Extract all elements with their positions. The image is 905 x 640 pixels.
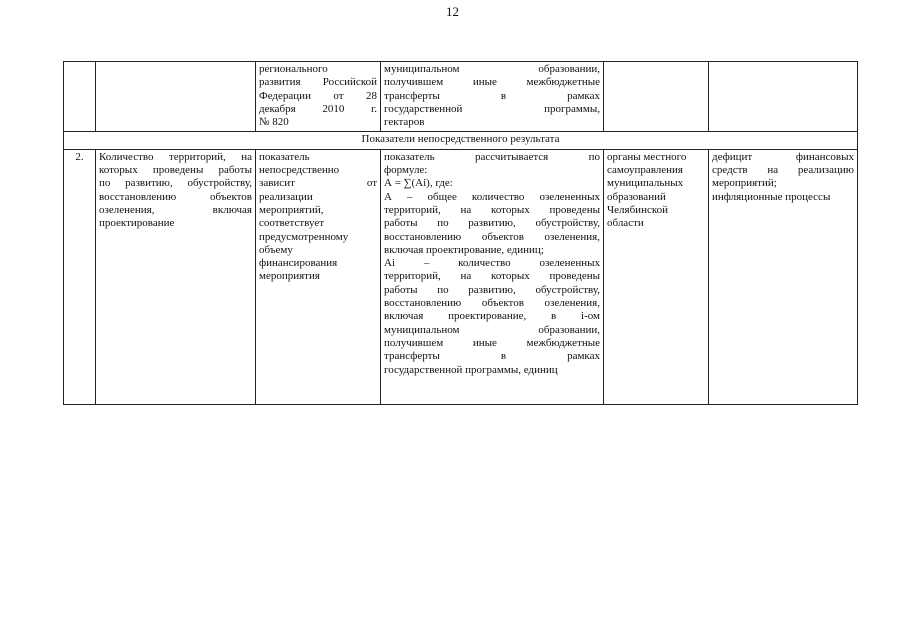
text-line: работы по развитию, обустройству, <box>384 283 600 296</box>
table-row-continued <box>64 62 858 132</box>
text-line: А – общее количество озелененных <box>384 190 600 203</box>
text-line: мероприятия <box>259 270 320 283</box>
text-line: инфляционные процессы <box>712 190 831 203</box>
text-line: финансирования <box>259 257 338 270</box>
text-line: включая проектирование, единиц; <box>384 243 544 256</box>
text-line: Количество территорий, на <box>99 150 252 163</box>
cell-method-continued <box>381 62 604 132</box>
cell-number-empty <box>64 62 96 132</box>
text-line: государственной программы, единиц <box>384 363 558 376</box>
text-line: органы местного <box>607 150 687 163</box>
text-line: восстановлению объектов <box>99 190 252 203</box>
cell-indicator-name <box>96 149 256 404</box>
text-line: по развитию, обустройству, <box>99 177 252 190</box>
cell-indicator-empty <box>96 62 256 132</box>
text-line: трансферты в рамках <box>384 350 600 363</box>
text-line: регионального <box>259 63 328 75</box>
cell-indicator-type <box>256 149 381 404</box>
text-line: Федерации от 28 <box>259 89 377 102</box>
text-line: территорий, на которых проведены <box>384 270 600 283</box>
section-header-row <box>64 132 858 149</box>
text-line: декабря 2010 г. <box>259 102 377 115</box>
table-row-indicator-2 <box>64 149 858 404</box>
text-line: которых проведены работы <box>99 164 252 177</box>
text-line: Челябинской <box>607 203 669 216</box>
text-line: показатель рассчитывается по <box>384 150 600 163</box>
text-line: восстановлению объектов озеленения, <box>384 230 600 243</box>
text-line: территорий, на которых проведены <box>384 203 600 216</box>
text-line: предусмотренному <box>259 230 349 243</box>
text-line: средств на реализацию <box>712 164 854 177</box>
text-line: проектирование <box>99 217 175 230</box>
text-line: соответствует <box>259 217 325 230</box>
text-line: № 820 <box>259 116 289 129</box>
text-line: показатель <box>259 150 310 163</box>
text-line: муниципальном образовании, <box>384 63 600 75</box>
cell-responsible-empty <box>604 62 709 132</box>
cell-factors-empty <box>709 62 858 132</box>
text-line: получившем иные межбюджетные <box>384 336 600 349</box>
text-line: дефицит финансовых <box>712 150 854 163</box>
text-line: озеленения, включая <box>99 203 252 216</box>
text-line: работы по развитию, обустройству, <box>384 217 600 230</box>
formula: А = ∑(Аi), где: <box>384 177 453 190</box>
text-line: государственной программы, <box>384 102 600 115</box>
text-line: Аi – количество озелененных <box>384 257 600 270</box>
text-line: трансферты в рамках <box>384 89 600 102</box>
cell-calculation-method <box>381 149 604 404</box>
text-line: гектаров <box>384 116 425 129</box>
text-line: включая проектирование, в i-ом <box>384 310 600 323</box>
section-header: Показатели непосредственного результата <box>64 132 858 149</box>
page-number: 12 <box>446 4 459 19</box>
text-line: мероприятий, <box>259 203 324 216</box>
text-line: муниципальном образовании, <box>384 323 600 336</box>
text-line: восстановлению объектов озеленения, <box>384 297 600 310</box>
text-line: непосредственно <box>259 164 340 177</box>
text-line: реализации <box>259 190 313 203</box>
cell-risk-factors <box>709 149 858 404</box>
text-line: самоуправления <box>607 164 683 177</box>
text-line: объему <box>259 243 293 256</box>
text-line: развития Российской <box>259 76 377 89</box>
text-line: зависит от <box>259 177 377 190</box>
text-line: мероприятий; <box>712 177 777 190</box>
cell-responsible-body <box>604 149 709 404</box>
text-line: муниципальных <box>607 177 684 190</box>
text-line: получившем иные межбюджетные <box>384 76 600 89</box>
text-line: образований <box>607 190 666 203</box>
cell-row-number: 2. <box>64 149 96 404</box>
text-line: области <box>607 217 644 230</box>
cell-legal-reference <box>256 62 381 132</box>
text-line: формуле: <box>384 164 428 177</box>
indicators-table <box>63 61 858 405</box>
